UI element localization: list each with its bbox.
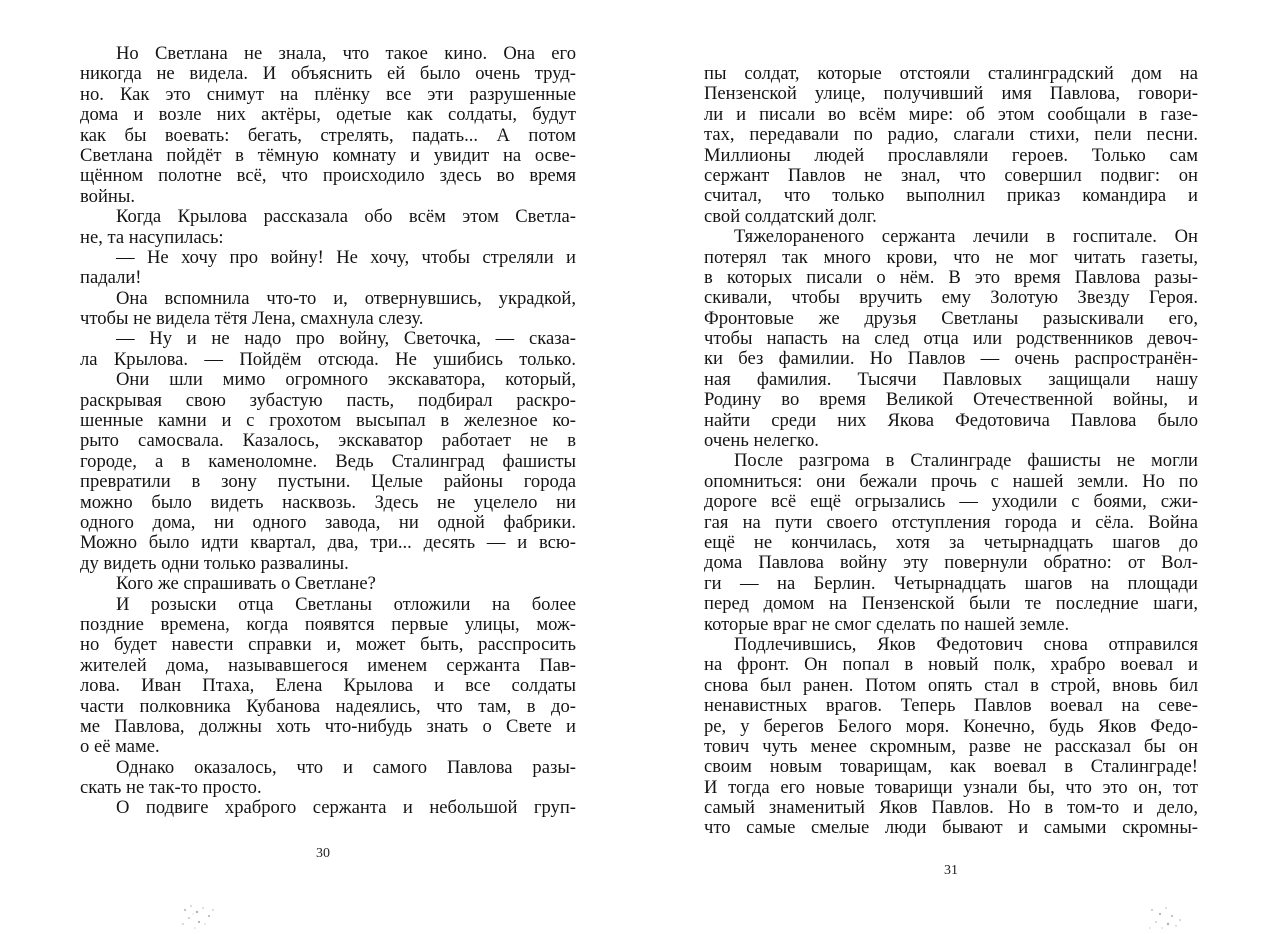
text-line: Миллионы людей прославляли героев. Только сам bbox=[704, 144, 1198, 166]
text-line: самый знаменитый Яков Павлов. Но в том-то и дело, bbox=[704, 797, 1198, 819]
text-line: Когда Крылова рассказала обо всём этом Светла- bbox=[116, 206, 576, 228]
text-line: ная фамилия. Тысячи Павловых защищали нашу bbox=[704, 368, 1198, 390]
text-line: которые враг не смог сделать по нашей земле. bbox=[704, 613, 1070, 635]
text-line: превратили в зону пустыни. Целые районы города bbox=[80, 471, 576, 493]
text-line: скать не так-то просто. bbox=[80, 777, 262, 799]
text-line: дома Павлова войну эту повернули обратно: от Вол- bbox=[704, 552, 1198, 574]
page-number-right: 31 bbox=[944, 863, 958, 878]
text-line: шенные камни и с грохотом высыпал в железное ко- bbox=[80, 410, 576, 432]
text-line: ещё не кончилась, хотя за четырнадцать шагов до bbox=[704, 531, 1198, 553]
text-line: считал, что только выполнил приказ командира и bbox=[704, 185, 1198, 207]
text-line: найти среди них Якова Федотовича Павлова было bbox=[704, 409, 1198, 431]
text-line: на фронт. Он попал в новый полк, храбро воевал и bbox=[704, 654, 1198, 676]
text-line: ду видеть одни только развалины. bbox=[80, 552, 349, 574]
text-line: рыто самосвала. Казалось, экскаватор работает не в bbox=[80, 430, 576, 452]
text-line: пы солдат, которые отстояли сталинградский дом на bbox=[704, 63, 1198, 84]
text-line: ла Крылова. — Пойдём отсюда. Не ушибись только. bbox=[80, 348, 576, 370]
text-line: чтобы не видела тётя Лена, смахнула слезу. bbox=[80, 308, 424, 330]
text-line: что самые смелые люди бывают и самыми скромны- bbox=[704, 817, 1198, 839]
text-line: скивали, чтобы вручить ему Золотую Звезду Героя. bbox=[704, 287, 1198, 309]
text-line: жителей дома, называвшегося именем сержанта Пав- bbox=[80, 654, 576, 676]
text-line: тах, передавали по радио, слагали стихи, пели песни. bbox=[704, 124, 1198, 146]
text-line: одного дома, ни одного завода, ни одной фабрики. bbox=[80, 511, 576, 533]
text-line: снова был ранен. Потом опять стал в строй, вновь бил bbox=[704, 674, 1198, 696]
text-line: Пензенской улице, получивший имя Павлова, говори- bbox=[704, 83, 1198, 105]
text-line: Подлечившись, Яков Федотович снова отправился bbox=[734, 633, 1198, 655]
text-line: И тогда его новые товарищи узнали бы, что это он, тот bbox=[704, 776, 1198, 798]
text-line: Они шли мимо огромного экскаватора, который, bbox=[116, 369, 576, 391]
text-line: щённом полотне всё, что происходило здесь во время bbox=[80, 165, 576, 187]
text-line: Тяжелораненого сержанта лечили в госпитале. Он bbox=[734, 226, 1198, 248]
text-line: очень нелегко. bbox=[704, 430, 819, 452]
text-line: сержант Павлов не знал, что совершил подвиг: он bbox=[704, 164, 1198, 186]
text-line: части полковника Кубанова надеялись, что там, в до- bbox=[80, 695, 576, 717]
text-line: После разгрома в Сталинграде фашисты не могли bbox=[734, 450, 1198, 472]
text-line: дороге всё ещё огрызались — уходили с боями, сжи- bbox=[704, 491, 1198, 513]
text-line: Родину во время Великой Отечественной войны, и bbox=[704, 389, 1198, 411]
text-line: чтобы напасть на след отца или родственников девоч- bbox=[704, 328, 1198, 350]
text-line: тович чуть менее скромным, разве не рассказал бы он bbox=[704, 735, 1198, 757]
text-line: своим новым товарищам, как воевал в Сталинграде! bbox=[704, 756, 1198, 778]
text-line: Но Светлана не знала, что такое кино. Она его bbox=[116, 43, 576, 64]
text-line: но будет навести справки и, может быть, расспросить bbox=[80, 634, 576, 656]
text-line: Фронтовые же друзья Светланы разыскивали его, bbox=[704, 307, 1198, 329]
text-line: городе, а в каменоломне. Ведь Сталинград фашисты bbox=[80, 450, 576, 472]
scan-smudge bbox=[175, 898, 221, 932]
text-line: — Не хочу про войну! Не хочу, чтобы стреляли и bbox=[116, 246, 576, 268]
text-line: опомниться: они бежали прочь с нашей земли. Но по bbox=[704, 470, 1198, 492]
text-line: ненавистных врагов. Теперь Павлов воевал на севе- bbox=[704, 695, 1198, 717]
page-number-left: 30 bbox=[316, 846, 330, 861]
text-line: Она вспомнила что-то и, отвернувшись, украдкой, bbox=[116, 287, 576, 309]
scan-smudge bbox=[1140, 900, 1186, 934]
text-line: можно было видеть насквозь. Здесь не уцелело ни bbox=[80, 491, 576, 513]
text-line: Светлана пойдёт в тёмную комнату и увидит на осве- bbox=[80, 144, 576, 166]
text-line: о её маме. bbox=[80, 736, 160, 758]
right-page bbox=[704, 64, 1198, 839]
text-line: — Ну и не надо про войну, Светочка, — сказа- bbox=[116, 328, 576, 350]
text-line: ме Павлова, должны хоть что-нибудь знать о Свете и bbox=[80, 715, 576, 737]
text-line: ре, у берегов Белого моря. Конечно, будь Яков Федо- bbox=[704, 715, 1198, 737]
text-line: в которых писали о нём. В это время Павлова разы- bbox=[704, 266, 1198, 288]
text-line: Можно было идти квартал, два, три... десять — и всю- bbox=[80, 532, 576, 554]
text-line: ли и писали во всём мире: об этом сообщали в газе- bbox=[704, 103, 1198, 125]
text-line: О подвиге храброго сержанта и небольшой груп- bbox=[116, 797, 576, 819]
text-line: потерял так много крови, что не мог читать газеты, bbox=[704, 246, 1198, 268]
text-line: перед домом на Пензенской были те последние шаги, bbox=[704, 593, 1198, 615]
text-line: гая на пути своего отступления города и сёла. Война bbox=[704, 511, 1198, 533]
text-line: никогда не видела. И объяснить ей было очень труд- bbox=[80, 63, 576, 85]
text-line: войны. bbox=[80, 185, 135, 207]
text-line: Кого же спрашивать о Светлане? bbox=[116, 573, 376, 595]
text-line: не, та насупилась: bbox=[80, 226, 224, 248]
text-line: ки без фамилии. Но Павлов — очень распространён- bbox=[704, 348, 1198, 370]
text-line: поздние времена, когда появятся первые улицы, мож- bbox=[80, 613, 576, 635]
text-line: как бы воевать: бегать, стрелять, падать... А потом bbox=[80, 124, 576, 146]
text-line: свой солдатский долг. bbox=[704, 205, 877, 227]
text-line: но. Как это снимут на плёнку все эти разрушенные bbox=[80, 83, 576, 105]
text-line: лова. Иван Птаха, Елена Крылова и все солдаты bbox=[80, 675, 576, 697]
text-line: раскрывая свою зубастую пасть, подбирал раскро- bbox=[80, 389, 576, 411]
text-line: ги — на Берлин. Четырнадцать шагов на площади bbox=[704, 572, 1198, 594]
text-line: Однако оказалось, что и самого Павлова разы- bbox=[116, 756, 576, 778]
text-line: падали! bbox=[80, 267, 142, 289]
text-line: И розыски отца Светланы отложили на более bbox=[116, 593, 576, 615]
text-line: дома и возле них актёры, одетые как солдаты, будут bbox=[80, 104, 576, 126]
left-page bbox=[80, 44, 576, 819]
